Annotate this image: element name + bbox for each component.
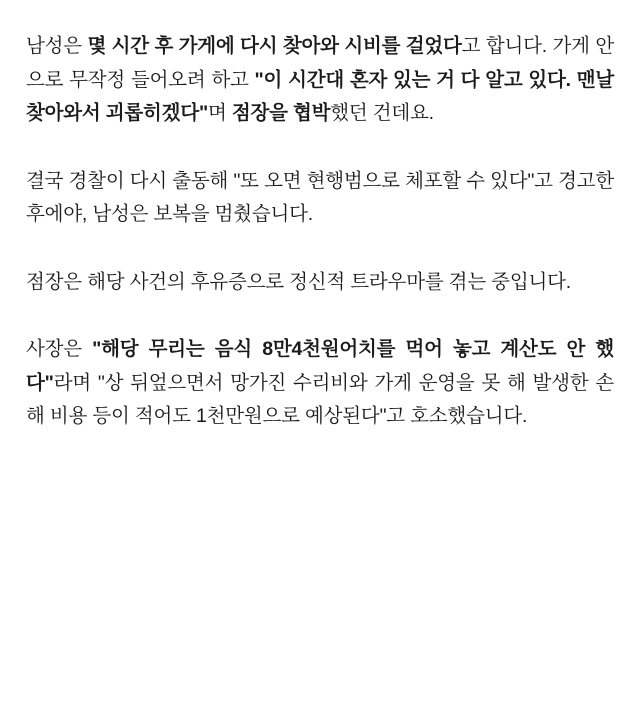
body-text: 고 합니다. 가게 안으로 무작정 들어오려 하고 [26, 35, 614, 91]
body-text: 남성은 [26, 35, 88, 57]
body-text: 사장은 [26, 338, 93, 361]
paragraph-3 [26, 266, 614, 300]
emphasized-text: 몇 시간 후 가게에 다시 찾아와 시비를 걸었다 [87, 35, 462, 57]
paragraph-4 [26, 333, 614, 434]
emphasized-text: "이 시간대 혼자 있는 거 다 알고 있다. 맨날 찾아와서 괴롭히겠다" [26, 68, 614, 125]
paragraph-1 [26, 30, 614, 131]
body-text: 점장은 해당 사건의 후유증으로 정신적 트라우마를 겪는 중입니다. [26, 270, 571, 293]
body-text: 했던 건데요. [330, 102, 434, 125]
paragraph-2 [26, 165, 614, 232]
emphasized-text: 점장을 협박 [231, 102, 331, 125]
body-text: 라며 "상 뒤엎으면서 망가진 수리비와 가게 운영을 못 해 발생한 손해 비용 등이 적어도 1천만원으로 예상된다"고 호소했습니다. [26, 371, 614, 428]
body-text: 며 [208, 102, 232, 125]
body-text: 결국 경찰이 다시 출동해 "또 오면 현행범으로 체포할 수 있다"고 경고한 후에야, 남성은 보복을 멈췄습니다. [26, 169, 614, 226]
emphasized-text: "해당 무리는 음식 8만4천원어치를 먹어 놓고 계산도 안 했다" [26, 338, 614, 394]
